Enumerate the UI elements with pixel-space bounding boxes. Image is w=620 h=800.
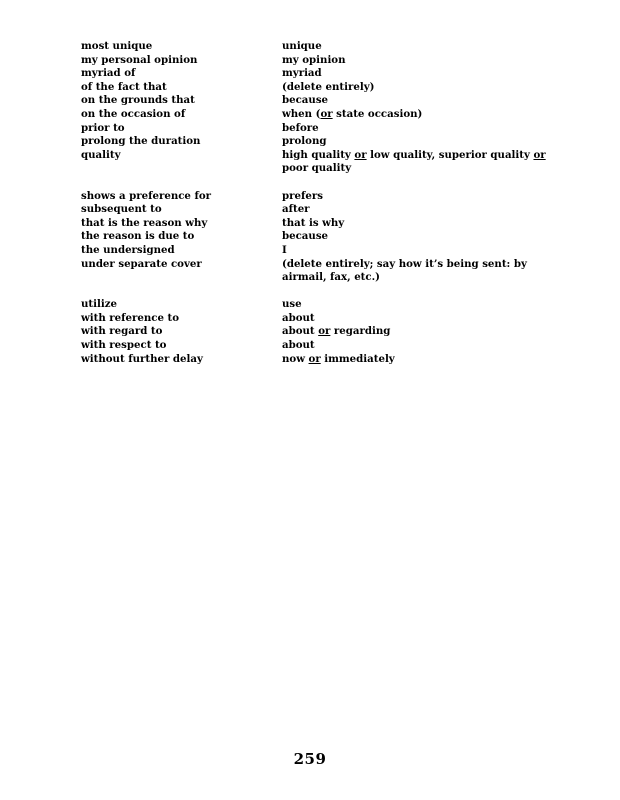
- concise-replacement: [282, 108, 567, 122]
- wordy-phrase: of the fact that: [81, 80, 167, 93]
- concise-replacement: [282, 312, 567, 326]
- underlined-alternative: or: [354, 148, 367, 161]
- concise-replacement: [282, 81, 567, 95]
- concise-replacement: [282, 94, 567, 108]
- concise-replacement: [282, 325, 567, 339]
- replacement-text: before: [282, 121, 319, 134]
- underlined-alternative: or: [320, 107, 333, 120]
- replacement-text: poor quality: [282, 162, 352, 175]
- concise-replacement: [282, 149, 567, 176]
- wordy-phrase: under separate cover: [81, 257, 202, 270]
- wordy-phrase: the reason is due to: [81, 230, 195, 243]
- replacement-text: my opinion: [282, 53, 346, 66]
- concise-replacement: [282, 122, 567, 136]
- replacement-text: low quality, superior quality: [366, 148, 534, 161]
- wordy-phrase: that is the reason why: [81, 216, 208, 229]
- wordy-phrase: shows a preference for: [81, 189, 212, 202]
- concise-replacement: [282, 353, 567, 367]
- wordy-phrase: with reference to: [81, 311, 179, 324]
- concise-replacement: [282, 298, 567, 312]
- concise-replacement: [282, 40, 567, 54]
- list-item: [81, 298, 581, 312]
- replacement-text: after: [282, 203, 310, 216]
- replacement-text: high quality: [282, 148, 355, 161]
- wordy-phrase: with regard to: [81, 325, 163, 338]
- list-item: [81, 339, 581, 353]
- list-item: [81, 40, 581, 54]
- wordy-phrase: prior to: [81, 121, 125, 134]
- replacement-text: immediately: [320, 352, 395, 365]
- list-item: [81, 122, 581, 136]
- list-item: [81, 108, 581, 122]
- concise-replacement: [282, 135, 567, 149]
- replacement-text: prolong: [282, 135, 327, 148]
- replacement-text: that is why: [282, 216, 345, 229]
- concise-replacement: [282, 244, 567, 258]
- replacement-text: when (: [282, 107, 321, 120]
- wordy-phrase: on the grounds that: [81, 94, 195, 107]
- replacement-text: I: [282, 243, 287, 256]
- wordy-phrase: the undersigned: [81, 243, 175, 256]
- list-item: [81, 244, 581, 258]
- wordy-phrase: most unique: [81, 40, 153, 52]
- replacement-text: use: [282, 298, 302, 311]
- concise-replacement: [282, 54, 567, 68]
- list-item: [81, 54, 581, 68]
- list-item: [81, 94, 581, 108]
- concise-replacement: [282, 217, 567, 231]
- underlined-alternative: or: [308, 352, 321, 365]
- wordy-phrase: without further delay: [81, 352, 203, 365]
- list-item: [81, 230, 581, 244]
- replacement-text: unique: [282, 40, 322, 52]
- list-item: [81, 67, 581, 81]
- wordy-phrase: myriad of: [81, 67, 136, 80]
- concise-replacement: [282, 230, 567, 244]
- list-item: [81, 135, 581, 149]
- replacement-text: because: [282, 230, 329, 243]
- list-item: [81, 353, 581, 367]
- wordy-phrase: subsequent to: [81, 203, 162, 216]
- replacement-text: now: [282, 352, 309, 365]
- wordy-phrase: prolong the duration: [81, 135, 201, 148]
- wordy-phrase: my personal opinion: [81, 53, 198, 66]
- replacement-text: about: [282, 325, 319, 338]
- replacement-text: state occasion): [332, 107, 423, 120]
- replacement-text: because: [282, 94, 329, 107]
- concise-replacement: [282, 258, 567, 285]
- concise-replacement: [282, 339, 567, 353]
- concise-replacement: [282, 203, 567, 217]
- replacement-text: myriad: [282, 67, 322, 80]
- concise-replacement: [282, 190, 567, 204]
- replacement-text: regarding: [330, 325, 391, 338]
- list-item: [81, 312, 581, 326]
- underlined-alternative: or: [318, 325, 331, 338]
- list-item: [81, 203, 581, 217]
- list-item: [81, 258, 581, 285]
- replacement-text: (delete entirely): [282, 80, 375, 93]
- replacement-text: (delete entirely; say how it’s being sent: by airmail, fax, etc.): [282, 257, 527, 284]
- wordy-phrase: utilize: [81, 298, 117, 311]
- wordy-phrase: quality: [81, 148, 121, 161]
- list-item: [81, 81, 581, 95]
- list-item: [81, 149, 581, 176]
- replacement-text: about: [282, 311, 315, 324]
- wordy-phrase: on the occasion of: [81, 107, 186, 120]
- list-item: [81, 325, 581, 339]
- list-item: [81, 217, 581, 231]
- page-number: 259: [293, 750, 327, 768]
- phrase-replacement-list: [81, 40, 581, 366]
- list-item: [81, 190, 581, 204]
- replacement-text: about: [282, 339, 315, 352]
- replacement-text: prefers: [282, 189, 323, 202]
- wordy-phrase: with respect to: [81, 339, 167, 352]
- concise-replacement: [282, 67, 567, 81]
- underlined-alternative: or: [533, 148, 546, 161]
